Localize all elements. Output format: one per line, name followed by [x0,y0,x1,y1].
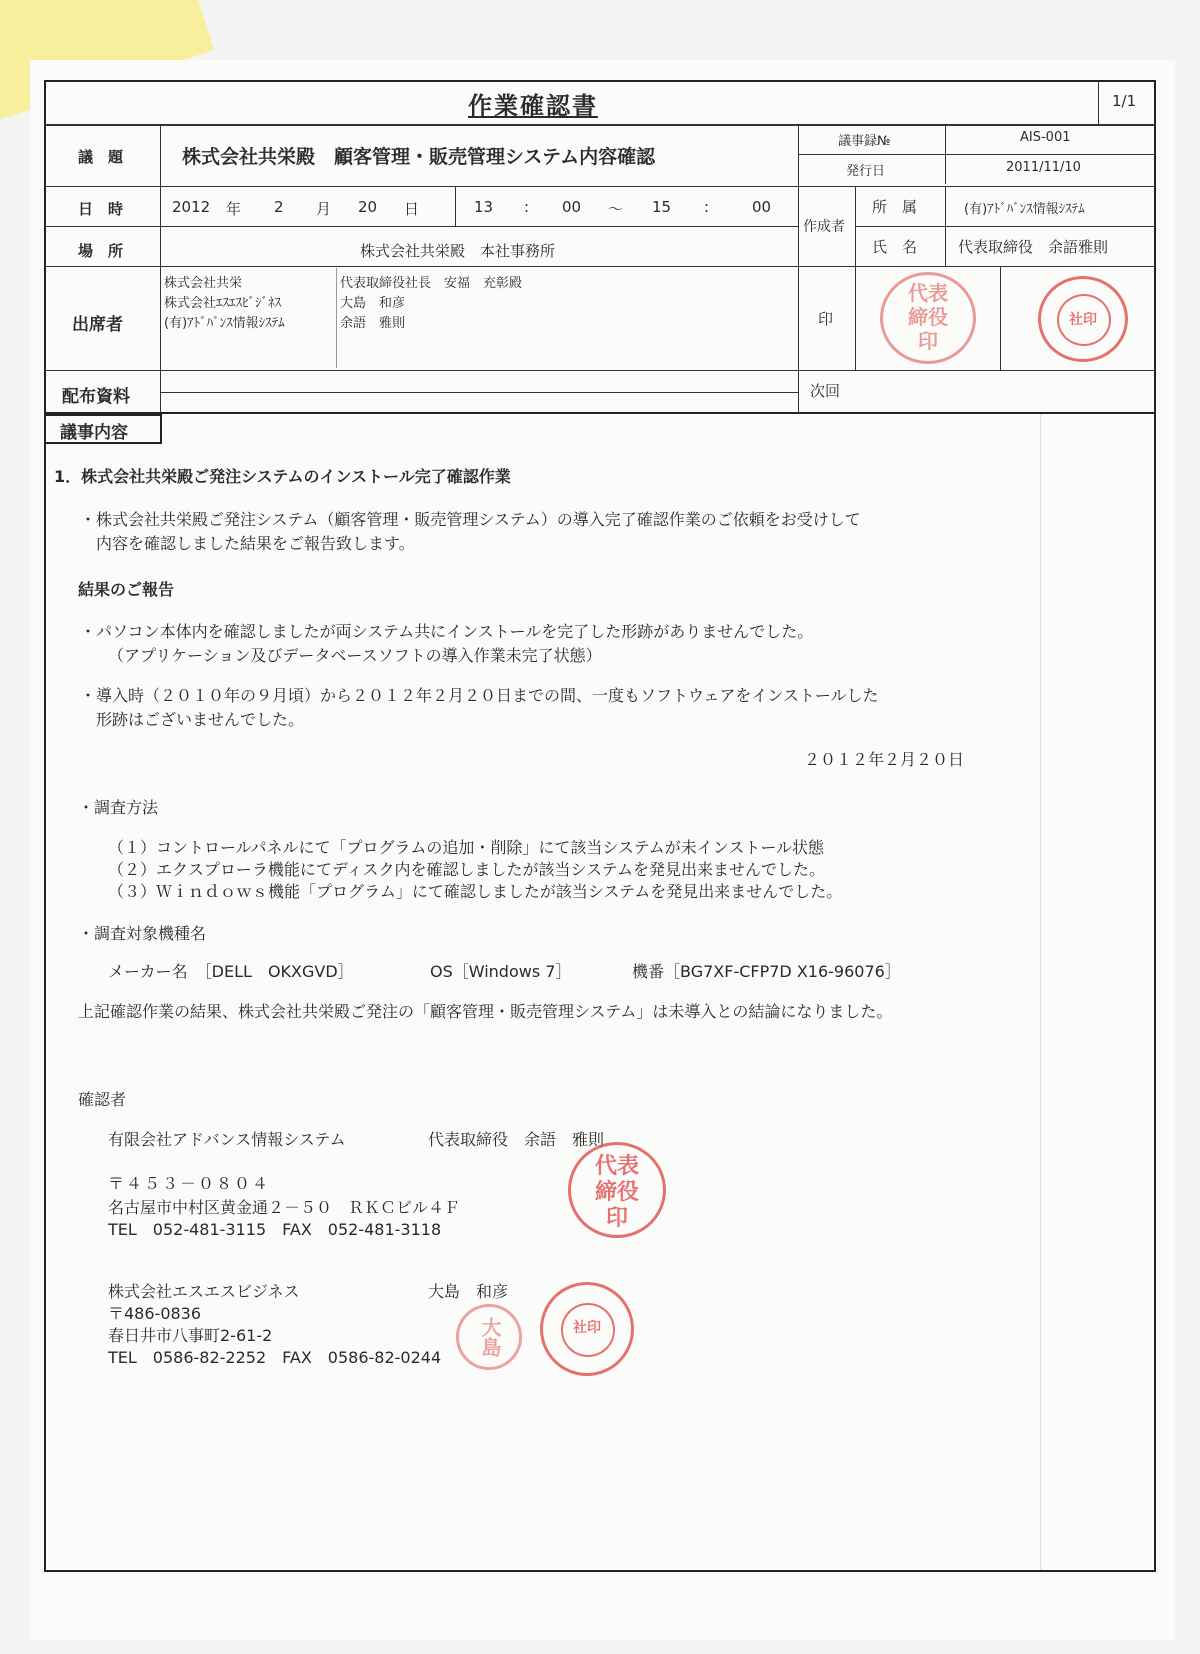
method-1: （１）コントロールパネルにて「プログラムの追加・削除」にて該当システムが未インストール状態 [108,838,825,857]
attendee-company-3: (有)ｱﾄﾞﾊﾞﾝｽ情報ｼｽﾃﾑ [164,316,285,331]
method-heading: ・調査方法 [78,798,159,817]
representative-seal-stamp: 代表 締役 印 [880,272,976,364]
oshima-seal-stamp: 大島 [456,1304,522,1370]
time-colon-2: : [704,198,710,216]
conclusion: 上記確認作業の結果、株式会社共栄殿ご発注の「顧客管理・販売管理システム」は未導入との結論になりました。 [78,1002,893,1021]
attendees-label: 出席者 [72,315,123,335]
paragraph-1-line-2: 内容を確認しました結果をご報告致します。 [96,534,415,553]
time-end-min: 00 [752,198,772,216]
machine-maker: メーカー名 ［DELL OKXGVD］ [108,962,354,981]
confirmer-2-name: 大島 和彦 [428,1282,509,1301]
date-day: 20 [358,198,378,216]
confirmer-1-tel: TEL 052-481-3115 FAX 052-481-3118 [108,1220,442,1239]
document-title: 作業確認書 [468,92,598,120]
machine-os: OS［Windows 7］ [430,962,572,981]
confirmer-1-name: 代表取締役 余語 雅則 [428,1130,605,1149]
place-value: 株式会社共栄殿 本社事務所 [360,242,556,260]
attendee-company-1: 株式会社共栄 [164,276,243,291]
seal-label: 印 [818,310,834,328]
confirmer-2-address: 春日井市八事町2-61-2 [108,1326,273,1345]
confirmer-heading: 確認者 [78,1090,127,1109]
result-1-line-2: （アプリケーション及びデータベースソフトの導入作業未完了状態） [108,646,602,665]
next-label: 次回 [810,382,841,400]
attendee-company-2: 株式会社ｴｽｴｽﾋﾞｼﾞﾈｽ [164,296,282,311]
dept-value: (有)ｱﾄﾞﾊﾞﾝｽ情報ｼｽﾃﾑ [964,202,1085,217]
confirmer-2-tel: TEL 0586-82-2252 FAX 0586-82-0244 [108,1348,442,1367]
issue-date-label: 発行日 [846,164,886,179]
minutes-no-label: 議事録№ [838,134,891,149]
name-value: 代表取締役 余語雅則 [958,238,1109,256]
confirmer-1-company: 有限会社アドバンス情報システム [108,1130,346,1149]
datetime-label: 日 時 [78,200,124,218]
confirmer-2-zip: 〒486-0836 [108,1304,202,1323]
date-year-unit: 年 [226,200,242,218]
attendee-person-3: 余語 雅則 [340,316,406,331]
date-month: 2 [274,198,284,216]
subject-label: 議 題 [78,148,124,166]
date-day-unit: 日 [404,200,420,218]
issue-date: 2011/11/10 [1006,160,1081,175]
confirmer-1-address: 名古屋市中村区黄金通２－５０ ＲＫＣビル４Ｆ [108,1198,461,1217]
representative-seal-stamp-2: 代表 締役 印 [568,1142,666,1238]
minutes-no: AIS-001 [1020,130,1071,145]
date-month-unit: 月 [316,200,332,218]
time-tilde: ～ [608,200,624,218]
author-label: 作成者 [803,219,845,235]
result-2-line-1: ・導入時（２０１０年の９月頃）から２０１２年２月２０日までの間、一度もソフトウェアをインストールした [80,686,879,705]
attendee-person-1: 代表取締役社長 安福 充彰殿 [340,276,523,291]
report-date: ２０１２年２月２０日 [804,750,965,769]
result-1-line-1: ・パソコン本体内を確認しましたが両システム共にインストールを完了した形跡がありませんでした。 [80,622,814,641]
name-label: 氏 名 [872,238,918,256]
heading-1: 1．株式会社共栄殿ご発注システムのインストール完了確認作業 [54,467,511,486]
paragraph-1-line-1: ・株式会社共栄殿ご発注システム（顧客管理・販売管理システム）の導入完了確認作業のご依頼をお受けして [80,510,861,529]
company-seal-stamp: 社印 [1038,276,1128,362]
subject-value: 株式会社共栄殿 顧客管理・販売管理システム内容確認 [182,146,656,168]
result-2-line-2: 形跡はございませんでした。 [96,710,305,729]
confirmer-2-company: 株式会社エスエスビジネス [108,1282,300,1301]
method-3: （３）Ｗｉｎｄｏｗｓ機能「プログラム」にて確認しましたが該当システムを発見出来ませんでした。 [108,882,843,901]
result-heading: 結果のご報告 [78,580,175,599]
method-2: （２）エクスプローラ機能にてディスク内を確認しましたが該当システムを発見出来ませんでした。 [108,860,825,879]
dept-label: 所 属 [872,198,918,216]
page-number: 1/1 [1112,92,1137,110]
materials-label: 配布資料 [62,387,130,407]
time-start-hour: 13 [474,198,494,216]
machine-serial: 機番［BG7XF-CFP7D X16-96076］ [632,962,901,981]
time-end-hour: 15 [652,198,672,216]
confirmer-1-zip: 〒４５３－０８０４ [108,1174,271,1193]
time-start-min: 00 [562,198,582,216]
machine-heading: ・調査対象機種名 [78,924,207,943]
time-colon-1: : [524,198,530,216]
place-label: 場 所 [78,242,124,260]
company-seal-stamp-2: 社印 [540,1282,634,1376]
date-year: 2012 [172,198,211,216]
attendee-person-2: 大島 和彦 [340,296,406,311]
content-label: 議事内容 [60,423,128,443]
